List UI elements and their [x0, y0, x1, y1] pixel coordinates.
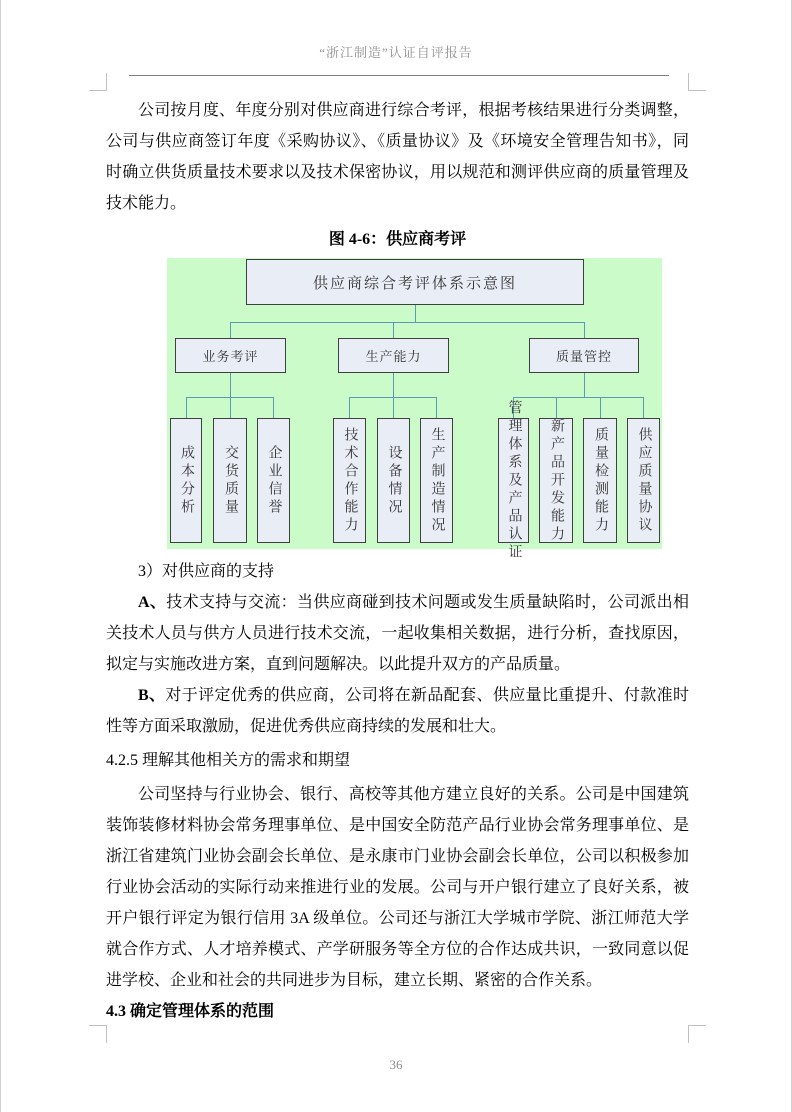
- diagram-group-box-quality: 质量管控: [529, 338, 639, 373]
- paragraph-incentive: [106, 680, 689, 742]
- diagram-group-box-production: 生产能力: [338, 338, 449, 373]
- paragraph-text-b: 对于评定优秀的供应商，公司将在新品配套、供应量比重提升、付款准时性等方面采取激励，促进优秀供应商持续的发展和壮大。: [106, 687, 689, 735]
- leaf-label: 生产制造情况: [429, 426, 445, 535]
- leaf-label: 新产品开发能力: [549, 417, 564, 544]
- connector-line: [513, 397, 644, 398]
- figure-supplier-assessment-diagram: [167, 258, 662, 562]
- connector-line: [584, 322, 585, 338]
- diagram-leaf-box: [213, 418, 247, 543]
- paragraph-text-a: 技术支持与交流：当供应商碰到技术问题或发生质量缺陷时，公司派出相关技术人员与供方人员进行技术交流，一起收集相关数据，进行分析，查找原因，拟定与实施改进方案，直到问题解决。以此提升双方的产品质量。: [106, 594, 689, 673]
- diagram-leaf-box: [170, 418, 202, 543]
- paragraph-other-parties: 公司坚持与行业协会、银行、高校等其他方建立良好的关系。公司是中国建筑装饰装修材料协会常务理事单位、是中国安全防范产品行业协会常务理事单位、是浙江省建筑门业协会副会长单位、是永康市门业协会副会长单位，公司以积极参加行业协会活动的实际行动来推进行业的发展。公司与开户银行建立了良好关系，被开户银行评定为银行信用 3A 级单位。公司还与浙江大学城市学院、浙江师范大学就合作方式、人才培养模式、产学研服务等全方位的合作达成共识，一致同意以促进学校、企业和社会的共同进步为目标，建立长期、紧密的合作关系。: [106, 786, 689, 989]
- diagram-leaf-box: [583, 418, 617, 543]
- figure-caption: 图 4-6：供应商考评: [328, 231, 467, 248]
- connector-line: [584, 373, 585, 397]
- leaf-label: 成本分析: [179, 444, 194, 517]
- connector-line: [230, 373, 231, 397]
- connector-line: [230, 322, 231, 338]
- paragraph-lead-b: B、: [138, 687, 166, 704]
- leaf-label: 技术合作能力: [342, 426, 358, 535]
- paragraph-supplier-assessment: 公司按月度、年度分别对供应商进行综合考评，根据考核结果进行分类调整，公司与供应商签订年度《采购协议》、《质量协议》及《环境安全管理告知书》，同时确立供货质量技术要求以及技术保密协议，用以规范和测评供应商的质量管理及技术能力。: [106, 102, 689, 212]
- connector-line: [186, 397, 187, 418]
- connector-line: [230, 322, 585, 323]
- text-boundary-corner-bottom-left: [89, 1025, 107, 1043]
- diagram-leaf-box: [420, 418, 453, 543]
- connector-line: [393, 322, 394, 338]
- page-number: 36: [389, 1057, 403, 1072]
- header-rule: [129, 75, 669, 76]
- diagram-leaf-box: [627, 418, 660, 543]
- connector-line: [556, 397, 557, 418]
- leaf-label: 管理体系及产品认证: [506, 399, 522, 562]
- connector-line: [349, 397, 350, 418]
- diagram-leaf-box: [333, 418, 366, 543]
- paragraph-support-intro: 3）对供应商的支持: [138, 563, 275, 580]
- text-boundary-corner-top-left: [89, 73, 107, 91]
- connector-line: [230, 397, 231, 418]
- connector-line: [415, 305, 416, 322]
- text-boundary-corner-bottom-right: [688, 1025, 706, 1043]
- leaf-label: 设备情况: [386, 444, 402, 517]
- leaf-label: 供应质量协议: [636, 426, 652, 535]
- section-heading-4-3: 4.3 确定管理体系的范围: [106, 1003, 275, 1020]
- diagram-group-box-business: 业务考评: [175, 338, 286, 373]
- connector-line: [393, 397, 394, 418]
- leaf-label: 交货质量: [223, 444, 238, 517]
- diagram-root-box: 供应商综合考评体系示意图: [246, 259, 584, 305]
- connector-line: [600, 397, 601, 418]
- paragraph-lead-a: A、: [138, 594, 167, 611]
- connector-line: [436, 397, 437, 418]
- text-boundary-corner-top-right: [688, 73, 706, 91]
- connector-line: [393, 373, 394, 397]
- section-heading-4-2-5: 4.2.5 理解其他相关方的需求和期望: [106, 752, 351, 769]
- leaf-label: 企业信誉: [266, 444, 282, 517]
- diagram-leaf-box: [498, 399, 529, 562]
- leaf-label: 质量检测能力: [593, 426, 608, 535]
- page-header-title: “浙江制造”认证自评报告: [319, 45, 473, 60]
- connector-line: [273, 397, 274, 418]
- connector-line: [643, 397, 644, 418]
- diagram-leaf-box: [377, 418, 410, 543]
- diagram-leaf-box: [257, 418, 290, 543]
- diagram-leaf-box: [539, 418, 573, 543]
- paragraph-tech-support: [106, 587, 689, 680]
